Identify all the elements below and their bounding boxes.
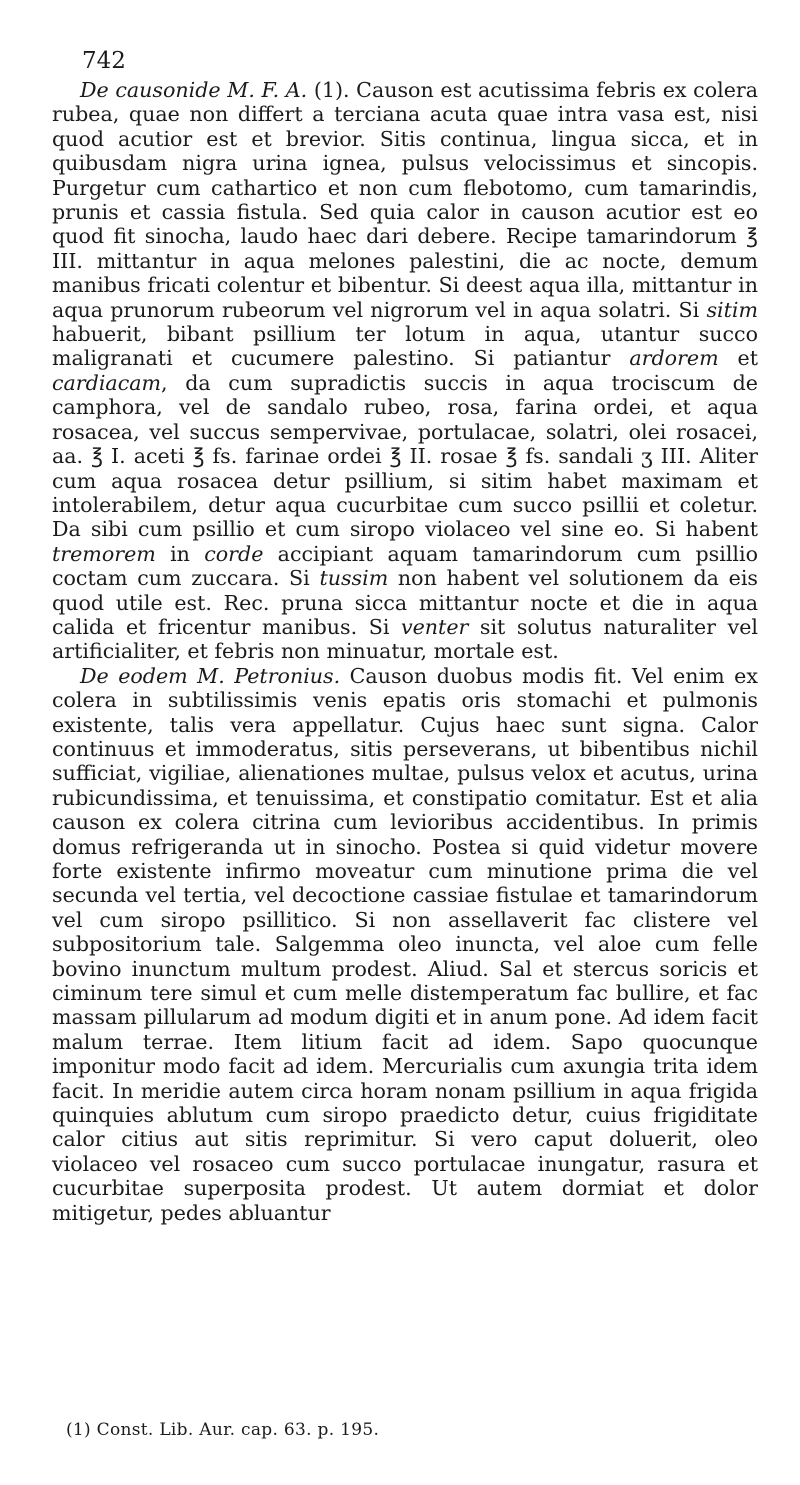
text-run: sit solutus naturaliter vel artificialiter, et febris non minuatur, mortale est.	[52, 614, 758, 664]
text-run: Causon duobus modis fit. Vel enim ex colera in subtilissimis venis epatis oris stomachi et pulmonis existente, talis vera appellatur. Cujus haec sunt signa. Calor continuus et immoderatus, sitis perseverans, ut bibentibus nichil sufficiat, vigiliae, alienationes multae, pulsus velox et acutus, urina rubicundissima, et tenuissima, et constipatio comitatur. Est et alia causon ex colera citrina cum levioribus accidentibus. In primis domus refrigeranda ut in sinocho. Postea si quid videtur movere forte existente infirmo moveatur cum minutione prima die vel secunda vel tertia, vel decoctione cassiae fistulae et tamarindorum vel cum siropo psillitico. Si non assellaverit fac clistere vel subpositorium tale. Salgemma oleo inuncta, vel aloe cum felle bovino inunctum multum prodest. Aliud. Sal et stercus soricis et ciminum tere simul et cum melle distemperatum fac bullire, et fac massam pillularum ad modum digiti et in anum pone. Ad idem facit malum terrae. Item litium facit ad idem. Sapo quocunque imponitur modo facit ad idem. Mercurialis cum axungia trita idem facit. In meridie autem circa horam nonam psillium in aqua frigida quinquies ablutum cum siropo praedicto detur, cuius frigiditate calor citius aut sitis reprimitur. Si vero caput doluerit, oleo violaceo vel rosaceo cum succo portulacae inungatur, rasura et cucurbitae superposita prodest. Ut autem dormiat et dolor mitigetur, pedes abluantur	[52, 663, 758, 1225]
body-text	[52, 78, 758, 1225]
text-run: in	[155, 541, 205, 566]
italic-run: ardorem	[629, 346, 719, 371]
paragraph-causonide	[52, 78, 758, 664]
italic-run: tussim	[319, 566, 389, 591]
italic-run: De causonide M. F. A.	[80, 78, 314, 102]
text-run: (1). Causon est acutissima febris ex colera rubea, quae non differt a terciana acuta quae intra vasa est, nisi quod acutior est et brevior. Sitis continua, lingua sicca, et in quibusdam nigra urina ignea, pulsus velocissimus et sincopis. Purgetur cum cathartico et non cum flebotomo, cum tamarindis, prunis et cassia fistula. Sed quia calor in causon acutior est eo quod fit sinocha, laudo haec dari debere. Recipe tamarindorum ℥ III. mittantur in aqua melones palestini, die ac nocte, demum manibus fricati colentur et bibentur. Si deest aqua illa, mittantur in aqua prunorum rubeorum vel nigrorum vel in aqua solatri. Si	[52, 78, 759, 322]
footnote: (1) Const. Lib. Aur. cap. 63. p. 195.	[66, 1420, 380, 1440]
text-run: , da cum supradictis succis in aqua trociscum de camphora, vel de sandalo rubeo, rosa, farina ordei, et aqua rosacea, vel succus sempervivae, portulacae, solatri, olei rosacei, aa. ℥ I. aceti ℥ fs. farinae ordei ℥ II. rosae ℥ fs. sandali ʒ III. Aliter cum aqua rosacea detur psillium, si sitim habet maximam et intolerabilem, detur aqua cucurbitae cum succo psillii et coletur. Da sibi cum psillio et cum siropo violaceo vel sine eo. Si habent	[52, 370, 758, 542]
italic-run: tremorem	[52, 541, 156, 566]
italic-run: corde	[204, 541, 264, 566]
italic-run: venter	[400, 614, 469, 639]
text-run: accipiant aquam tamarindorum cum psillio coctam cum zuccara. Si	[52, 541, 758, 591]
text-run: habuerit, bibant psillium ter lotum in aqua, utantur succo maligranati et cucumere palestino. Si patiantur	[52, 322, 758, 371]
page-number: 742	[82, 48, 126, 74]
italic-run: sitim	[706, 297, 758, 322]
paragraph-petronius	[52, 664, 758, 1225]
italic-run: De eodem M. Petronius.	[80, 663, 350, 688]
text-run: non habent vel solutionem da eis quod utile est. Rec. pruna sicca mittantur nocte et die in aqua calida et fricentur manibus. Si	[52, 566, 758, 639]
text-run: et	[718, 346, 758, 371]
italic-run: cardiacam	[52, 370, 162, 395]
